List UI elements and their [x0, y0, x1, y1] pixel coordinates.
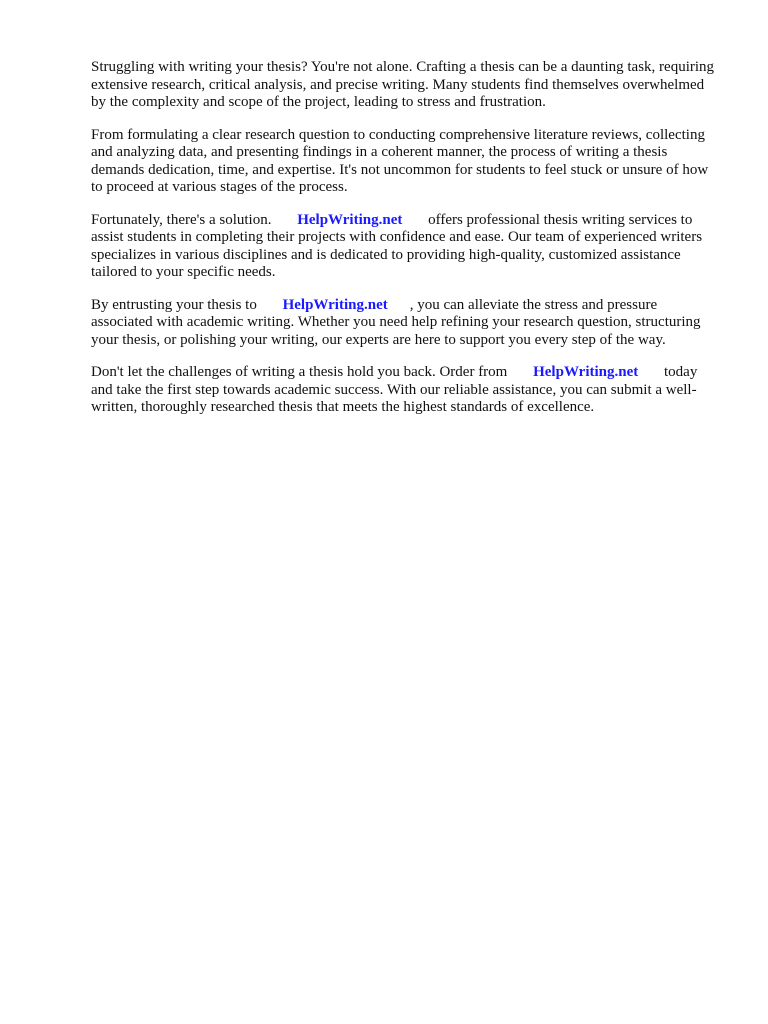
- document-page: [91, 59, 721, 432]
- paragraph-cta-after: today and take the first step towards academic success. With our reliable assistance, you can submit a well-written, thoroughly researched thesis that meets the highest standards of excellence.: [91, 364, 698, 415]
- paragraph-intro-text: Struggling with writing your thesis? You're not alone. Crafting a thesis can be a daunting task, requiring extensive research, critical analysis, and precise writing. Many students find themselves overwhelmed by the complexity and scope of the project, leading to stress and frustration.: [91, 59, 715, 110]
- paragraph-call-to-action: [91, 364, 721, 417]
- paragraph-process-text: From formulating a clear research question to conducting comprehensive literature reviews, collecting and analyzing data, and presenting findings in a coherent manner, the process of writing a thesis demands dedication, time, and expertise. It's not uncommon for students to feel stuck or unsure of how to proceed at various stages of the process.: [91, 126, 709, 195]
- helpwriting-link[interactable]: HelpWriting.net: [282, 296, 388, 313]
- helpwriting-link[interactable]: HelpWriting.net: [533, 364, 639, 380]
- paragraph-solution-after: offers professional thesis writing services to assist students in completing their projects with confidence and ease. Our team of experienced writers specializes in various disciplines and is dedicated to providing high-quality, customized assistance tailored to your specific needs.: [91, 211, 703, 280]
- helpwriting-link[interactable]: HelpWriting.net: [297, 211, 403, 228]
- paragraph-intro: [91, 59, 721, 112]
- paragraph-entrusting-before: By entrusting your thesis to: [91, 296, 257, 313]
- paragraph-cta-before: Don't let the challenges of writing a thesis hold you back. Order from: [91, 364, 508, 380]
- paragraph-entrusting: [91, 297, 721, 350]
- paragraph-solution-before: Fortunately, there's a solution.: [91, 211, 272, 228]
- paragraph-entrusting-after: , you can alleviate the stress and pressure associated with academic writing. Whether you need help refining your research question, structuring your thesis, or polishing your writing, our experts are here to support you every step of the way.: [91, 296, 701, 348]
- paragraph-solution: [91, 212, 721, 282]
- paragraph-process: [91, 127, 721, 197]
